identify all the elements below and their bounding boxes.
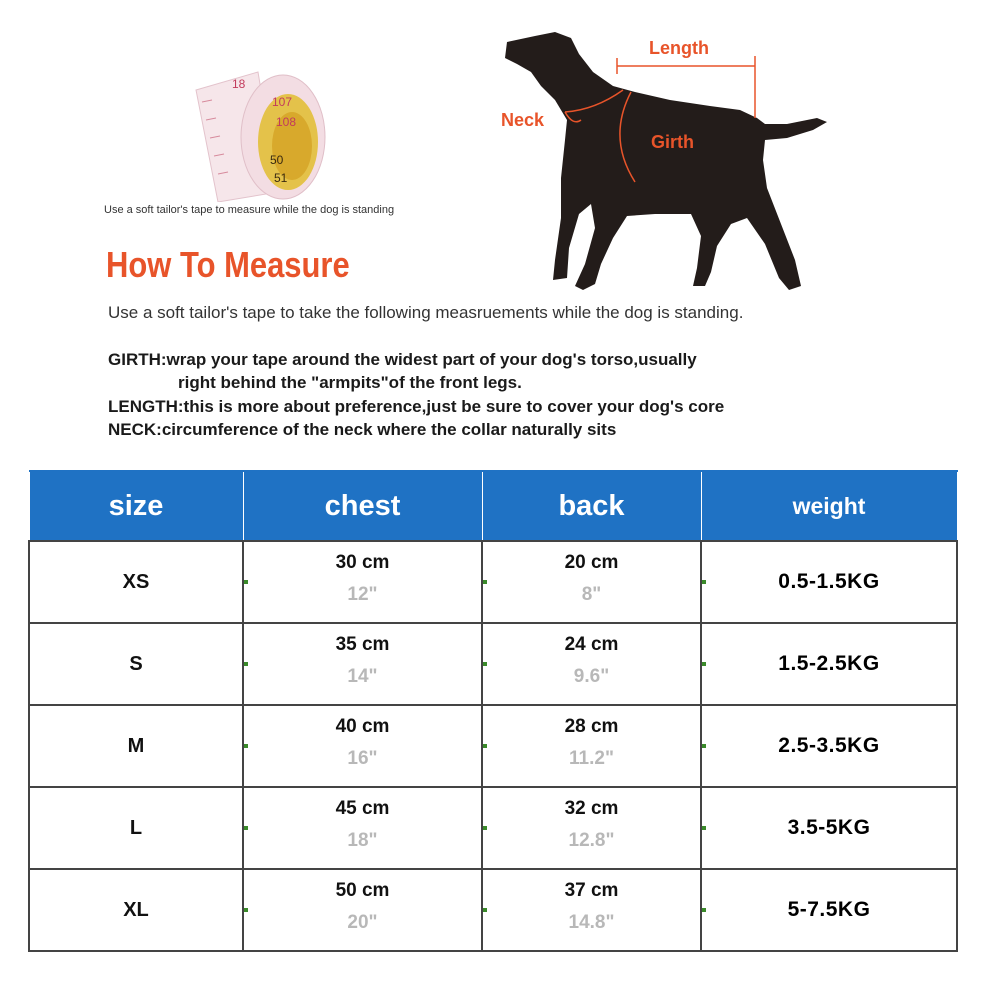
chest-inch: 18" (347, 830, 378, 851)
back-cell (482, 787, 701, 869)
back-inch: 12.8" (568, 830, 615, 851)
chest-inch: 16" (347, 748, 378, 769)
weight-value: 1.5-2.5KG (778, 652, 880, 675)
cell-marker (483, 744, 487, 748)
chest-cell (243, 705, 482, 787)
weight-cell (701, 705, 957, 787)
back-cell (482, 705, 701, 787)
size-value: L (129, 816, 143, 839)
table-header-row (29, 471, 957, 541)
back-inch: 14.8" (568, 912, 615, 933)
cell-marker (244, 662, 248, 666)
cell-marker (244, 580, 248, 584)
chest-cm: 45 cm (335, 798, 390, 819)
weight-cell (701, 787, 957, 869)
weight-cell (701, 541, 957, 623)
size-cell (29, 787, 243, 869)
chest-cm: 40 cm (335, 716, 390, 737)
cell-marker (244, 908, 248, 912)
tape-number-2: 107 (272, 95, 293, 109)
cell-marker (244, 744, 248, 748)
size-value: XS (122, 570, 150, 593)
dog-silhouette (505, 32, 827, 290)
back-cm: 28 cm (564, 716, 619, 737)
weight-cell (701, 869, 957, 951)
back-cm: 24 cm (564, 634, 619, 655)
cell-marker (702, 580, 706, 584)
chest-cm: 30 cm (335, 552, 390, 573)
weight-cell (701, 623, 957, 705)
size-cell (29, 623, 243, 705)
size-cell (29, 869, 243, 951)
weight-value: 0.5-1.5KG (778, 570, 880, 593)
chest-inch: 12" (347, 584, 378, 605)
back-cm: 32 cm (564, 798, 619, 819)
back-inch: 9.6" (573, 666, 610, 687)
weight-value: 2.5-3.5KG (778, 734, 880, 757)
weight-value: 5-7.5KG (787, 898, 871, 921)
tape-number-1: 18 (232, 77, 246, 91)
cell-marker (483, 908, 487, 912)
table-row (29, 705, 957, 787)
weight-value: 3.5-5KG (787, 816, 871, 839)
table-row (29, 541, 957, 623)
cell-marker (702, 826, 706, 830)
header-size: size (29, 471, 243, 541)
cell-marker (702, 908, 706, 912)
cell-marker (483, 826, 487, 830)
cell-marker (702, 744, 706, 748)
size-value: S (129, 652, 143, 675)
chest-inch: 14" (347, 666, 378, 687)
page-title: How To Measure (106, 244, 350, 285)
header-weight: weight (701, 471, 957, 541)
cell-marker (483, 662, 487, 666)
back-cell (482, 869, 701, 951)
tape-number-3: 108 (276, 115, 297, 129)
chest-inch: 20" (347, 912, 378, 933)
tape-caption: Use a soft tailor's tape to measure while the dog is standing (104, 204, 395, 216)
girth-definition: GIRTH:wrap your tape around the widest part of your dog's torso,usually (108, 350, 697, 369)
size-value: M (127, 734, 145, 757)
table-row (29, 623, 957, 705)
back-cm: 37 cm (564, 880, 619, 901)
chest-cell (243, 541, 482, 623)
cell-marker (244, 826, 248, 830)
back-cell (482, 541, 701, 623)
header-chest: chest (243, 471, 482, 541)
back-inch: 8" (581, 584, 602, 605)
chest-cm: 35 cm (335, 634, 390, 655)
dog-measurement-diagram (495, 28, 840, 298)
chest-cm: 50 cm (335, 880, 390, 901)
size-cell (29, 705, 243, 787)
tape-number-4: 50 (270, 153, 284, 167)
chest-cell (243, 623, 482, 705)
back-cm: 20 cm (564, 552, 619, 573)
back-inch: 11.2" (569, 748, 614, 769)
chest-cell (243, 787, 482, 869)
cell-marker (702, 662, 706, 666)
neck-label: Neck (501, 110, 545, 130)
size-value: XL (123, 898, 149, 921)
table-row (29, 869, 957, 951)
girth-label: Girth (651, 132, 694, 152)
intro-text: Use a soft tailor's tape to take the following measruements while the dog is standing. (108, 303, 744, 322)
cell-marker (483, 580, 487, 584)
measuring-tape-image (188, 62, 328, 202)
table-row (29, 787, 957, 869)
length-definition: LENGTH:this is more about preference,just be sure to cover your dog's core (108, 397, 725, 416)
chest-cell (243, 869, 482, 951)
header-back: back (482, 471, 701, 541)
neck-definition: NECK:circumference of the neck where the collar naturally sits (108, 420, 617, 439)
length-label: Length (649, 38, 709, 58)
back-cell (482, 623, 701, 705)
tape-number-5: 51 (274, 171, 288, 185)
girth-definition-continued: right behind the "armpits"of the front legs. (178, 373, 522, 392)
size-chart-table (28, 470, 958, 952)
size-cell (29, 541, 243, 623)
